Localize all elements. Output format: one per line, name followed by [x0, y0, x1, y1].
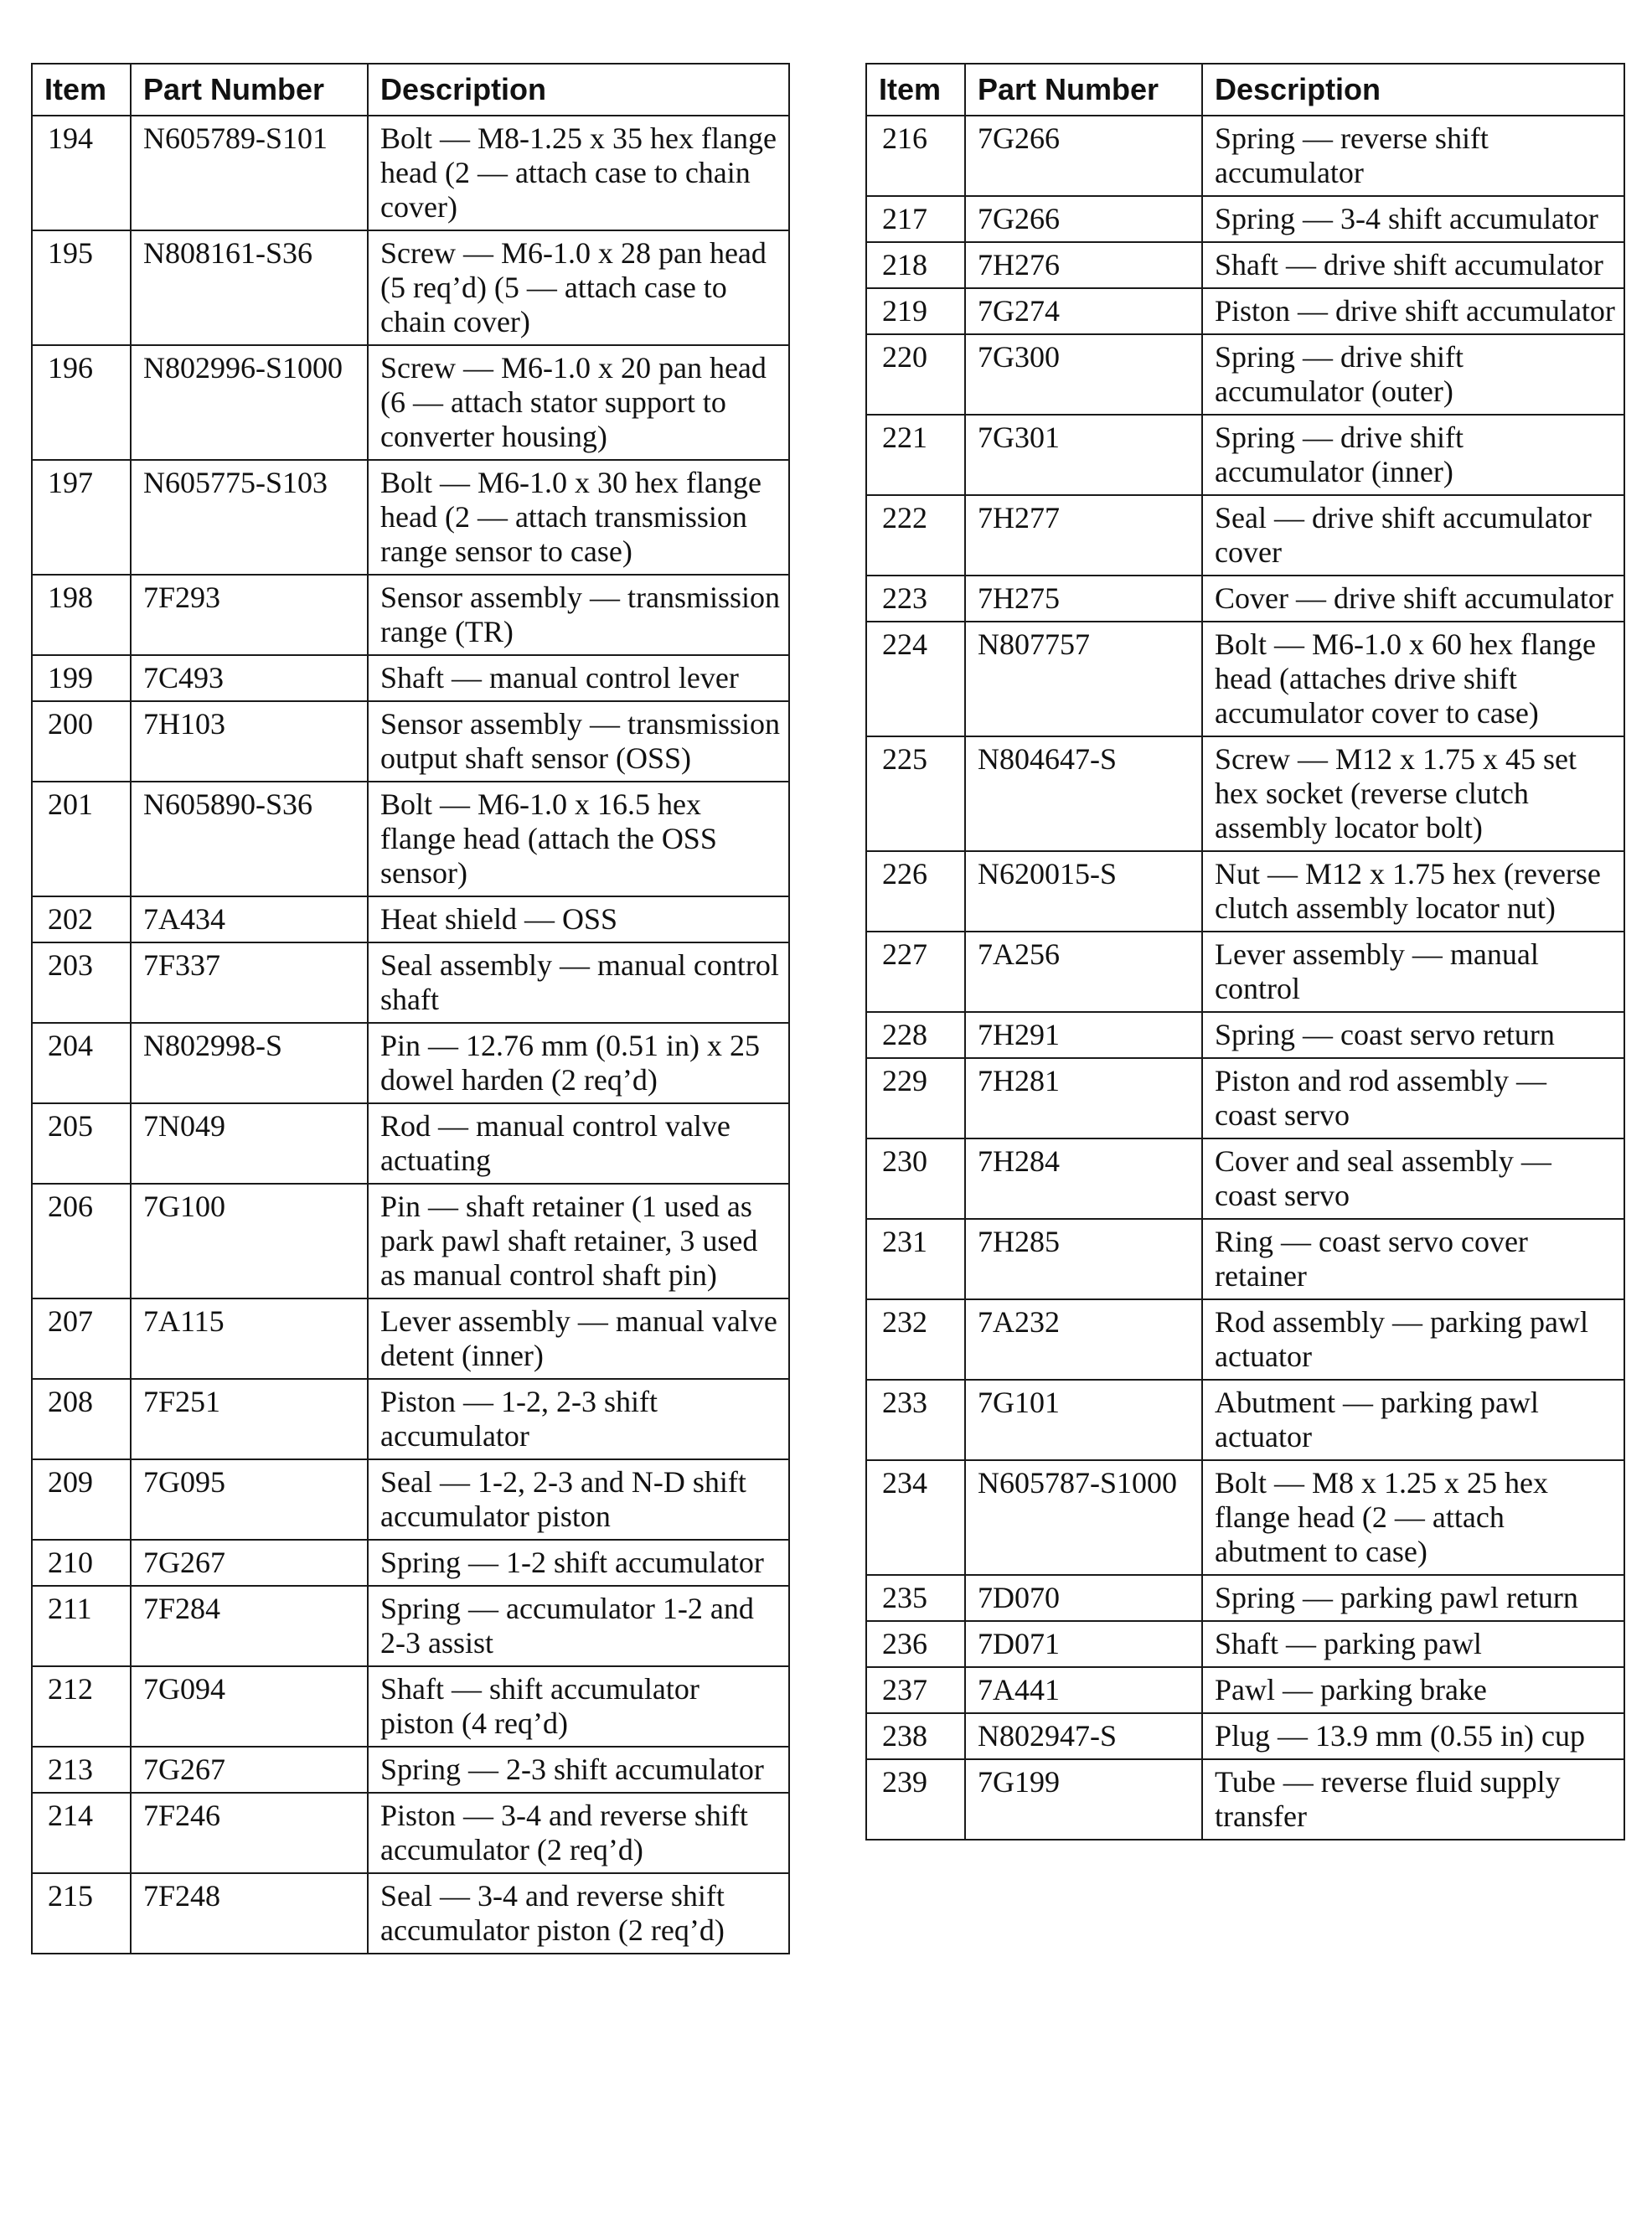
description-cell: Bolt — M8 x 1.25 x 25 hex flange head (2 — attach abutment to case) — [1202, 1460, 1624, 1575]
part-number-cell: N804647-S — [965, 736, 1202, 851]
item-cell: 229 — [866, 1058, 965, 1138]
part-number-cell: 7A115 — [131, 1298, 368, 1379]
part-number-cell: 7G267 — [131, 1747, 368, 1793]
part-number-cell: N605890-S36 — [131, 782, 368, 896]
table-row — [866, 1759, 1624, 1840]
item-cell: 201 — [32, 782, 131, 896]
table-row — [866, 116, 1624, 196]
item-cell: 213 — [32, 1747, 131, 1793]
description-cell: Shaft — parking pawl — [1202, 1621, 1624, 1667]
table-row — [32, 1379, 789, 1459]
table-row — [32, 1459, 789, 1540]
part-number-cell: 7F246 — [131, 1793, 368, 1873]
part-number-cell: 7H285 — [965, 1219, 1202, 1299]
description-cell: Piston — drive shift accumulator — [1202, 288, 1624, 334]
description-cell: Sensor assembly — transmission range (TR) — [368, 575, 789, 655]
table-row — [32, 1023, 789, 1103]
item-cell: 209 — [32, 1459, 131, 1540]
description-cell: Cover — drive shift accumulator — [1202, 576, 1624, 622]
description-cell: Bolt — M6-1.0 x 16.5 hex flange head (attach the OSS sensor) — [368, 782, 789, 896]
item-cell: 214 — [32, 1793, 131, 1873]
table-row — [866, 1621, 1624, 1667]
part-number-cell: N807757 — [965, 622, 1202, 736]
parts-table-right — [865, 63, 1625, 1841]
part-number-cell: N605775-S103 — [131, 460, 368, 575]
table-row — [866, 1667, 1624, 1713]
table-row — [866, 1219, 1624, 1299]
part-number-cell: 7H281 — [965, 1058, 1202, 1138]
column-header-item: Item — [32, 64, 131, 116]
description-cell: Screw — M6-1.0 x 20 pan head (6 — attach stator support to converter housing) — [368, 345, 789, 460]
part-number-cell: 7F251 — [131, 1379, 368, 1459]
description-cell: Piston — 1-2, 2-3 shift accumulator — [368, 1379, 789, 1459]
description-cell: Shaft — shift accumulator piston (4 req’d) — [368, 1666, 789, 1747]
item-cell: 225 — [866, 736, 965, 851]
table-row — [866, 334, 1624, 415]
item-cell: 212 — [32, 1666, 131, 1747]
column-header-part-number: Part Number — [965, 64, 1202, 116]
item-cell: 222 — [866, 495, 965, 576]
table-row — [32, 1666, 789, 1747]
item-cell: 221 — [866, 415, 965, 495]
description-cell: Pawl — parking brake — [1202, 1667, 1624, 1713]
table-row — [32, 460, 789, 575]
table-row — [32, 116, 789, 230]
part-number-cell: 7G094 — [131, 1666, 368, 1747]
item-cell: 203 — [32, 942, 131, 1023]
description-cell: Seal — 3-4 and reverse shift accumulator piston (2 req’d) — [368, 1873, 789, 1954]
description-cell: Seal — drive shift accumulator cover — [1202, 495, 1624, 576]
part-number-cell: 7H103 — [131, 701, 368, 782]
table-row — [32, 1540, 789, 1586]
item-cell: 208 — [32, 1379, 131, 1459]
description-cell: Piston and rod assembly — coast servo — [1202, 1058, 1624, 1138]
description-cell: Spring — coast servo return — [1202, 1012, 1624, 1058]
item-cell: 219 — [866, 288, 965, 334]
description-cell: Spring — 3-4 shift accumulator — [1202, 196, 1624, 242]
item-cell: 239 — [866, 1759, 965, 1840]
description-cell: Spring — drive shift accumulator (inner) — [1202, 415, 1624, 495]
item-cell: 198 — [32, 575, 131, 655]
item-cell: 202 — [32, 896, 131, 942]
description-cell: Spring — 1-2 shift accumulator — [368, 1540, 789, 1586]
part-number-cell: 7G267 — [131, 1540, 368, 1586]
item-cell: 237 — [866, 1667, 965, 1713]
item-cell: 195 — [32, 230, 131, 345]
description-cell: Heat shield — OSS — [368, 896, 789, 942]
item-cell: 234 — [866, 1460, 965, 1575]
description-cell: Spring — accumulator 1-2 and 2-3 assist — [368, 1586, 789, 1666]
part-number-cell: 7G266 — [965, 196, 1202, 242]
part-number-cell: 7G274 — [965, 288, 1202, 334]
description-cell: Screw — M12 x 1.75 x 45 set hex socket (reverse clutch assembly locator bolt) — [1202, 736, 1624, 851]
header-row — [866, 64, 1624, 116]
item-cell: 207 — [32, 1298, 131, 1379]
description-cell: Screw — M6-1.0 x 28 pan head (5 req’d) (5 — attach case to chain cover) — [368, 230, 789, 345]
part-number-cell: N808161-S36 — [131, 230, 368, 345]
description-cell: Bolt — M8-1.25 x 35 hex flange head (2 — attach case to chain cover) — [368, 116, 789, 230]
part-number-cell: 7D070 — [965, 1575, 1202, 1621]
column-header-part-number: Part Number — [131, 64, 368, 116]
item-cell: 218 — [866, 242, 965, 288]
description-cell: Rod — manual control valve actuating — [368, 1103, 789, 1184]
table-row — [866, 736, 1624, 851]
description-cell: Lever assembly — manual valve detent (inner) — [368, 1298, 789, 1379]
item-cell: 204 — [32, 1023, 131, 1103]
part-number-cell: 7A232 — [965, 1299, 1202, 1380]
parts-table-left — [31, 63, 790, 1954]
part-number-cell: 7N049 — [131, 1103, 368, 1184]
part-number-cell: 7F248 — [131, 1873, 368, 1954]
item-cell: 194 — [32, 116, 131, 230]
description-cell: Ring — coast servo cover retainer — [1202, 1219, 1624, 1299]
item-cell: 205 — [32, 1103, 131, 1184]
description-cell: Sensor assembly — transmission output shaft sensor (OSS) — [368, 701, 789, 782]
table-row — [866, 1380, 1624, 1460]
part-number-cell: 7D071 — [965, 1621, 1202, 1667]
description-cell: Spring — 2-3 shift accumulator — [368, 1747, 789, 1793]
part-number-cell: 7G266 — [965, 116, 1202, 196]
table-row — [866, 851, 1624, 932]
part-number-cell: 7F293 — [131, 575, 368, 655]
item-cell: 197 — [32, 460, 131, 575]
description-cell: Spring — parking pawl return — [1202, 1575, 1624, 1621]
table-row — [32, 701, 789, 782]
part-number-cell: 7A441 — [965, 1667, 1202, 1713]
table-row — [32, 1103, 789, 1184]
table-row — [866, 1575, 1624, 1621]
table-row — [32, 1873, 789, 1954]
table-row — [32, 782, 789, 896]
table-row — [866, 415, 1624, 495]
table-row — [866, 1299, 1624, 1380]
description-cell: Spring — drive shift accumulator (outer) — [1202, 334, 1624, 415]
item-cell: 217 — [866, 196, 965, 242]
part-number-cell: 7F284 — [131, 1586, 368, 1666]
item-cell: 211 — [32, 1586, 131, 1666]
item-cell: 238 — [866, 1713, 965, 1759]
table-row — [32, 575, 789, 655]
table-row — [866, 495, 1624, 576]
part-number-cell: N620015-S — [965, 851, 1202, 932]
description-cell: Abutment — parking pawl actuator — [1202, 1380, 1624, 1460]
item-cell: 199 — [32, 655, 131, 701]
part-number-cell: 7A256 — [965, 932, 1202, 1012]
description-cell: Shaft — drive shift accumulator — [1202, 242, 1624, 288]
table-row — [866, 1012, 1624, 1058]
table-row — [866, 1138, 1624, 1219]
table-row — [866, 576, 1624, 622]
part-number-cell: N605789-S101 — [131, 116, 368, 230]
part-number-cell: 7F337 — [131, 942, 368, 1023]
description-cell: Seal — 1-2, 2-3 and N-D shift accumulator piston — [368, 1459, 789, 1540]
item-cell: 215 — [32, 1873, 131, 1954]
part-number-cell: 7H277 — [965, 495, 1202, 576]
description-cell: Rod assembly — parking pawl actuator — [1202, 1299, 1624, 1380]
description-cell: Pin — 12.76 mm (0.51 in) x 25 dowel harden (2 req’d) — [368, 1023, 789, 1103]
item-cell: 196 — [32, 345, 131, 460]
description-cell: Shaft — manual control lever — [368, 655, 789, 701]
item-cell: 228 — [866, 1012, 965, 1058]
table-row — [866, 288, 1624, 334]
part-number-cell: 7H284 — [965, 1138, 1202, 1219]
table-row — [866, 1713, 1624, 1759]
table-row — [32, 896, 789, 942]
description-cell: Spring — reverse shift accumulator — [1202, 116, 1624, 196]
table-row — [866, 622, 1624, 736]
header-row — [32, 64, 789, 116]
table-row — [32, 1747, 789, 1793]
item-cell: 210 — [32, 1540, 131, 1586]
table-row — [32, 1298, 789, 1379]
item-cell: 220 — [866, 334, 965, 415]
item-cell: 216 — [866, 116, 965, 196]
part-number-cell: 7G101 — [965, 1380, 1202, 1460]
item-cell: 223 — [866, 576, 965, 622]
part-number-cell: 7G300 — [965, 334, 1202, 415]
item-cell: 200 — [32, 701, 131, 782]
part-number-cell: 7G100 — [131, 1184, 368, 1298]
item-cell: 230 — [866, 1138, 965, 1219]
table-row — [32, 345, 789, 460]
description-cell: Tube — reverse fluid supply transfer — [1202, 1759, 1624, 1840]
part-number-cell: N802996-S1000 — [131, 345, 368, 460]
table-row — [32, 942, 789, 1023]
item-cell: 206 — [32, 1184, 131, 1298]
part-number-cell: 7G095 — [131, 1459, 368, 1540]
part-number-cell: 7H291 — [965, 1012, 1202, 1058]
table-row — [32, 655, 789, 701]
table-row — [866, 242, 1624, 288]
table-row — [32, 230, 789, 345]
part-number-cell: N605787-S1000 — [965, 1460, 1202, 1575]
part-number-cell: 7C493 — [131, 655, 368, 701]
column-header-description: Description — [1202, 64, 1624, 116]
item-cell: 232 — [866, 1299, 965, 1380]
column-header-description: Description — [368, 64, 789, 116]
item-cell: 226 — [866, 851, 965, 932]
description-cell: Nut — M12 x 1.75 hex (reverse clutch assembly locator nut) — [1202, 851, 1624, 932]
description-cell: Bolt — M6-1.0 x 30 hex flange head (2 — attach transmission range sensor to case) — [368, 460, 789, 575]
table-row — [866, 196, 1624, 242]
description-cell: Cover and seal assembly — coast servo — [1202, 1138, 1624, 1219]
part-number-cell: 7A434 — [131, 896, 368, 942]
part-number-cell: 7G199 — [965, 1759, 1202, 1840]
description-cell: Pin — shaft retainer (1 used as park pawl shaft retainer, 3 used as manual control shaft pin) — [368, 1184, 789, 1298]
item-cell: 235 — [866, 1575, 965, 1621]
description-cell: Piston — 3-4 and reverse shift accumulator (2 req’d) — [368, 1793, 789, 1873]
part-number-cell: N802998-S — [131, 1023, 368, 1103]
part-number-cell: 7H276 — [965, 242, 1202, 288]
description-cell: Seal assembly — manual control shaft — [368, 942, 789, 1023]
description-cell: Plug — 13.9 mm (0.55 in) cup — [1202, 1713, 1624, 1759]
item-cell: 227 — [866, 932, 965, 1012]
table-row — [866, 932, 1624, 1012]
column-header-item: Item — [866, 64, 965, 116]
table-row — [32, 1793, 789, 1873]
table-row — [866, 1460, 1624, 1575]
table-row — [866, 1058, 1624, 1138]
part-number-cell: N802947-S — [965, 1713, 1202, 1759]
item-cell: 236 — [866, 1621, 965, 1667]
part-number-cell: 7G301 — [965, 415, 1202, 495]
table-row — [32, 1184, 789, 1298]
description-cell: Bolt — M6-1.0 x 60 hex flange head (attaches drive shift accumulator cover to case) — [1202, 622, 1624, 736]
item-cell: 233 — [866, 1380, 965, 1460]
item-cell: 224 — [866, 622, 965, 736]
part-number-cell: 7H275 — [965, 576, 1202, 622]
item-cell: 231 — [866, 1219, 965, 1299]
description-cell: Lever assembly — manual control — [1202, 932, 1624, 1012]
table-row — [32, 1586, 789, 1666]
